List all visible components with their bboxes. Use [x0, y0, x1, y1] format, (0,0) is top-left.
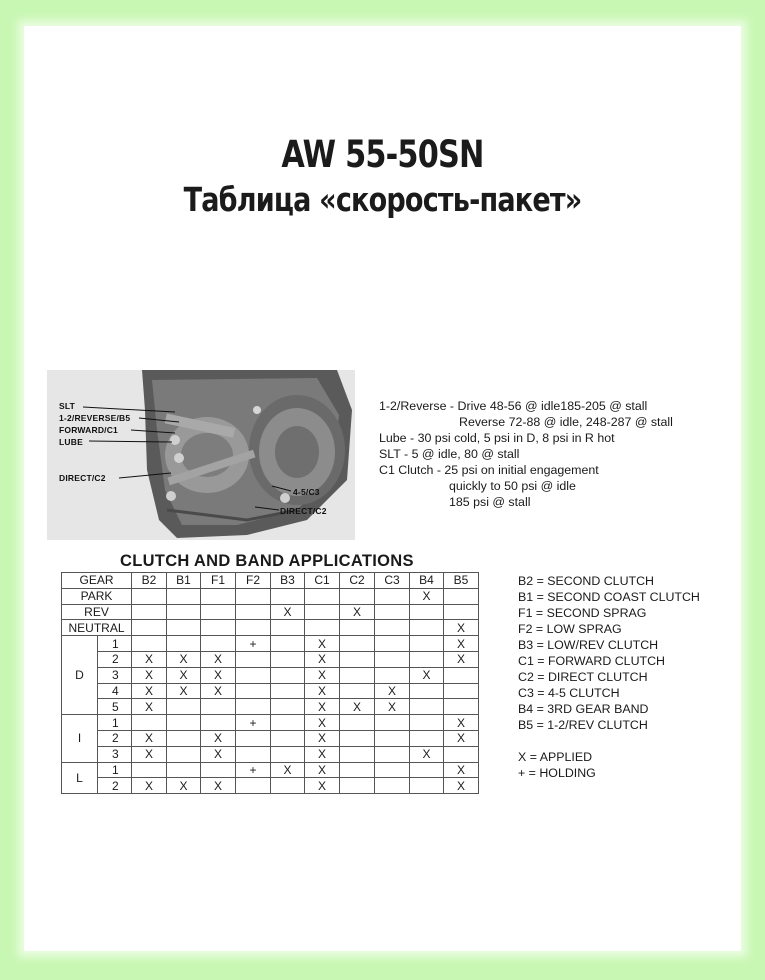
- table-cell: X: [375, 683, 410, 699]
- table-cell: +: [236, 636, 271, 652]
- table-cell: X: [444, 730, 479, 746]
- range-label-cell: L: [62, 762, 98, 794]
- table-cell: X: [201, 683, 236, 699]
- table-cell: [375, 746, 410, 762]
- table-row: [62, 604, 479, 620]
- clutch-table-title: CLUTCH AND BAND APPLICATIONS: [120, 552, 414, 570]
- table-cell: [236, 730, 271, 746]
- table-row: [62, 699, 479, 715]
- table-row: [62, 667, 479, 683]
- table-cell: [167, 746, 201, 762]
- table-cell: [340, 730, 375, 746]
- table-cell: [340, 746, 375, 762]
- table-cell: X: [132, 651, 167, 667]
- table-cell: X: [132, 730, 167, 746]
- table-cell: [167, 699, 201, 715]
- table-cell: X: [410, 746, 444, 762]
- spec-line: 185 psi @ stall: [449, 495, 531, 509]
- transmission-photo: [47, 370, 355, 540]
- table-cell: [410, 636, 444, 652]
- document-subtitle: Таблица «скорость-пакет»: [183, 180, 582, 219]
- table-cell: X: [305, 699, 340, 715]
- table-cell: [271, 778, 305, 794]
- table-cell: X: [444, 778, 479, 794]
- gear-number-cell: 2: [98, 778, 132, 794]
- header-cell: F2: [236, 573, 271, 589]
- header-cell: C2: [340, 573, 375, 589]
- table-cell: [444, 746, 479, 762]
- clutch-band-table: [61, 572, 479, 794]
- table-row: [62, 620, 479, 636]
- legend-key: X = APPLIED: [518, 750, 593, 764]
- table-cell: [340, 683, 375, 699]
- table-cell: X: [271, 604, 305, 620]
- table-cell: [236, 620, 271, 636]
- table-cell: X: [340, 699, 375, 715]
- table-cell: X: [305, 636, 340, 652]
- table-cell: [201, 699, 236, 715]
- c3-label: 4-5/C3: [293, 487, 320, 497]
- table-row: [62, 762, 479, 778]
- table-cell: X: [132, 667, 167, 683]
- table-cell: [340, 620, 375, 636]
- table-cell: [236, 699, 271, 715]
- table-row: [62, 636, 479, 652]
- table-cell: [410, 762, 444, 778]
- gear-number-cell: 5: [98, 699, 132, 715]
- table-cell: X: [271, 762, 305, 778]
- table-cell: [444, 588, 479, 604]
- lube-label: LUBE: [59, 437, 83, 447]
- header-cell: B3: [271, 573, 305, 589]
- table-cell: [271, 730, 305, 746]
- forward-c1-label: FORWARD/C1: [59, 425, 118, 435]
- table-cell: X: [201, 778, 236, 794]
- table-cell: X: [410, 588, 444, 604]
- table-cell: [375, 667, 410, 683]
- table-cell: [340, 651, 375, 667]
- gear-number-cell: 3: [98, 667, 132, 683]
- table-cell: [410, 715, 444, 731]
- gear-label-cell: NEUTRAL: [62, 620, 132, 636]
- table-cell: [271, 746, 305, 762]
- legend-item: B1 = SECOND COAST CLUTCH: [518, 590, 700, 604]
- table-cell: [132, 636, 167, 652]
- range-label-cell: I: [62, 715, 98, 762]
- table-cell: X: [305, 715, 340, 731]
- spec-line: 1-2/Reverse - Drive 48-56 @ idle185-205 @ stall: [379, 399, 648, 413]
- header-cell: C3: [375, 573, 410, 589]
- reverse-b5-label: 1-2/REVERSE/B5: [59, 413, 131, 423]
- table-cell: [375, 715, 410, 731]
- table-cell: [236, 778, 271, 794]
- table-cell: [375, 778, 410, 794]
- table-row: [62, 715, 479, 731]
- slt-label: SLT: [59, 401, 76, 411]
- table-cell: X: [305, 667, 340, 683]
- header-cell: B1: [167, 573, 201, 589]
- spec-line: SLT - 5 @ idle, 80 @ stall: [379, 447, 520, 461]
- legend-item: C3 = 4-5 CLUTCH: [518, 686, 620, 700]
- document-title: AW 55-50SN: [281, 133, 484, 176]
- table-cell: X: [305, 746, 340, 762]
- table-cell: [410, 699, 444, 715]
- gear-number-cell: 4: [98, 683, 132, 699]
- spec-line: quickly to 50 psi @ idle: [449, 479, 576, 493]
- header-cell: F1: [201, 573, 236, 589]
- legend-item: C2 = DIRECT CLUTCH: [518, 670, 648, 684]
- table-cell: X: [305, 730, 340, 746]
- table-cell: [375, 651, 410, 667]
- table-row: [62, 651, 479, 667]
- table-cell: [375, 730, 410, 746]
- table-cell: [340, 588, 375, 604]
- table-cell: X: [201, 730, 236, 746]
- table-cell: X: [444, 651, 479, 667]
- table-cell: [375, 604, 410, 620]
- table-cell: [340, 667, 375, 683]
- table-cell: [236, 746, 271, 762]
- table-cell: [236, 604, 271, 620]
- table-cell: [340, 636, 375, 652]
- table-row: [62, 746, 479, 762]
- table-cell: [410, 604, 444, 620]
- table-cell: [375, 620, 410, 636]
- gear-label-cell: PARK: [62, 588, 132, 604]
- table-cell: [410, 651, 444, 667]
- table-header-row: [62, 573, 479, 589]
- gear-number-cell: 2: [98, 651, 132, 667]
- table-cell: [167, 604, 201, 620]
- table-cell: +: [236, 762, 271, 778]
- table-cell: [201, 588, 236, 604]
- table-cell: [271, 715, 305, 731]
- header-cell: B5: [444, 573, 479, 589]
- gear-number-cell: 1: [98, 762, 132, 778]
- table-cell: [167, 715, 201, 731]
- direct-c2-right-label: DIRECT/C2: [280, 506, 327, 516]
- table-cell: [132, 604, 167, 620]
- table-cell: X: [444, 715, 479, 731]
- table-row: [62, 730, 479, 746]
- table-row: [62, 588, 479, 604]
- legend-item: F1 = SECOND SPRAG: [518, 606, 647, 620]
- table-cell: X: [167, 667, 201, 683]
- table-cell: [201, 715, 236, 731]
- table-cell: [410, 683, 444, 699]
- table-cell: X: [167, 778, 201, 794]
- spec-line: C1 Clutch - 25 psi on initial engagement: [379, 463, 599, 477]
- table-cell: X: [340, 604, 375, 620]
- table-cell: [444, 699, 479, 715]
- table-cell: X: [132, 746, 167, 762]
- table-cell: X: [167, 683, 201, 699]
- table-cell: [305, 620, 340, 636]
- table-cell: [410, 620, 444, 636]
- table-cell: [305, 588, 340, 604]
- table-cell: X: [167, 651, 201, 667]
- legend-item: B5 = 1-2/REV CLUTCH: [518, 718, 648, 732]
- table-cell: X: [444, 620, 479, 636]
- table-cell: [132, 762, 167, 778]
- table-cell: [375, 588, 410, 604]
- header-cell: B2: [132, 573, 167, 589]
- header-cell: B4: [410, 573, 444, 589]
- gear-number-cell: 1: [98, 636, 132, 652]
- header-cell: GEAR: [62, 573, 132, 589]
- table-cell: [132, 588, 167, 604]
- table-cell: [167, 636, 201, 652]
- table-cell: [271, 588, 305, 604]
- table-cell: X: [201, 746, 236, 762]
- table-cell: X: [201, 651, 236, 667]
- table-cell: [167, 730, 201, 746]
- legend-key: + = HOLDING: [518, 766, 596, 780]
- table-cell: X: [132, 778, 167, 794]
- table-cell: X: [132, 683, 167, 699]
- table-cell: X: [305, 762, 340, 778]
- table-cell: [167, 588, 201, 604]
- table-cell: [271, 620, 305, 636]
- table-cell: [444, 683, 479, 699]
- table-cell: [410, 730, 444, 746]
- table-cell: [340, 778, 375, 794]
- table-cell: +: [236, 715, 271, 731]
- table-cell: X: [444, 762, 479, 778]
- table-cell: [271, 651, 305, 667]
- table-cell: [132, 715, 167, 731]
- gear-number-cell: 1: [98, 715, 132, 731]
- direct-c2-left-label: DIRECT/C2: [59, 473, 106, 483]
- table-cell: X: [444, 636, 479, 652]
- table-cell: [236, 651, 271, 667]
- table-cell: X: [201, 667, 236, 683]
- table-cell: [201, 636, 236, 652]
- table-cell: [410, 778, 444, 794]
- table-cell: [340, 715, 375, 731]
- legend-item: B2 = SECOND CLUTCH: [518, 574, 654, 588]
- table-cell: X: [305, 651, 340, 667]
- range-label-cell: D: [62, 636, 98, 715]
- table-cell: [271, 683, 305, 699]
- table-cell: [375, 636, 410, 652]
- table-cell: [271, 699, 305, 715]
- gear-label-cell: REV: [62, 604, 132, 620]
- table-cell: [340, 762, 375, 778]
- spec-line: Reverse 72-88 @ idle, 248-287 @ stall: [459, 415, 673, 429]
- table-cell: [167, 762, 201, 778]
- table-cell: [201, 604, 236, 620]
- table-cell: [271, 667, 305, 683]
- legend-item: B3 = LOW/REV CLUTCH: [518, 638, 659, 652]
- table-cell: [236, 683, 271, 699]
- table-cell: X: [375, 699, 410, 715]
- legend-item: F2 = LOW SPRAG: [518, 622, 622, 636]
- table-cell: [375, 762, 410, 778]
- spec-line: Lube - 30 psi cold, 5 psi in D, 8 psi in R hot: [379, 431, 615, 445]
- table-cell: X: [132, 699, 167, 715]
- header-cell: C1: [305, 573, 340, 589]
- table-cell: [236, 667, 271, 683]
- table-cell: X: [305, 683, 340, 699]
- table-row: [62, 683, 479, 699]
- legend-item: B4 = 3RD GEAR BAND: [518, 702, 649, 716]
- table-cell: [444, 667, 479, 683]
- legend-item: C1 = FORWARD CLUTCH: [518, 654, 665, 668]
- table-cell: [305, 604, 340, 620]
- table-cell: [201, 762, 236, 778]
- table-cell: [271, 636, 305, 652]
- table-row: [62, 778, 479, 794]
- gear-number-cell: 2: [98, 730, 132, 746]
- table-cell: [201, 620, 236, 636]
- table-cell: [132, 620, 167, 636]
- table-cell: X: [410, 667, 444, 683]
- table-cell: X: [305, 778, 340, 794]
- table-cell: [444, 604, 479, 620]
- table-cell: [167, 620, 201, 636]
- gear-number-cell: 3: [98, 746, 132, 762]
- table-cell: [236, 588, 271, 604]
